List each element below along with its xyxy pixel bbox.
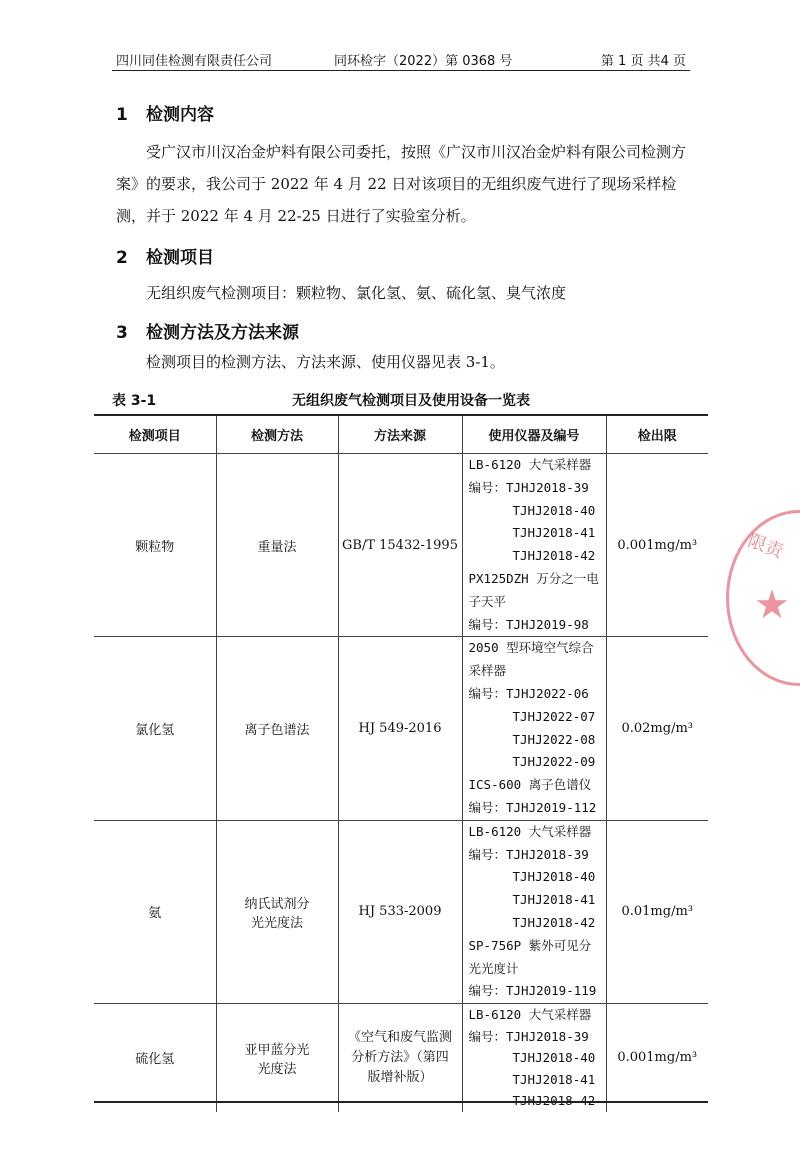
table-bottom-rule <box>94 1101 708 1103</box>
section-heading-1 <box>116 100 214 125</box>
cell-item: 硫化氢 <box>94 1004 216 1112</box>
equipment-line: 编号：TJHJ2018-39 <box>468 479 589 495</box>
equipment-line: 编号：TJHJ2019-119 <box>468 983 597 999</box>
col-header-method: 检测方法 <box>216 416 338 454</box>
table-header-row <box>94 416 708 454</box>
equipment-line: TJHJ2018-41 <box>512 525 596 541</box>
equipment-line: TJHJ2018-41 <box>512 892 596 908</box>
section-number: 2 <box>116 248 128 268</box>
seal-star-icon: ★ <box>754 582 790 628</box>
cell-source: GB/T 15432-1995 <box>338 454 462 637</box>
cell-equipment <box>462 454 606 637</box>
equipment-line: 子天平 <box>468 593 507 609</box>
cell-method: 离子色谱法 <box>216 637 338 820</box>
equipment-line: TJHJ2018-42 <box>512 1093 596 1109</box>
seal-text: 限责 <box>744 530 786 563</box>
header-page-number: 第 1 页 共4 页 <box>600 54 686 69</box>
section-heading-2 <box>116 243 214 268</box>
col-header-limit: 检出限 <box>606 416 708 454</box>
paragraph-items: 无组织废气检测项目：颗粒物、氯化氢、氨、硫化氢、臭气浓度 <box>146 284 567 302</box>
cell-limit: 0.01mg/m³ <box>606 820 708 1003</box>
col-header-equipment: 使用仪器及编号 <box>462 416 606 454</box>
table-caption <box>112 390 690 412</box>
col-header-item: 检测项目 <box>94 416 216 454</box>
section-number: 1 <box>116 105 128 125</box>
cell-limit: 0.001mg/m³ <box>606 1004 708 1112</box>
cell-equipment <box>462 1004 606 1112</box>
equipment-line: TJHJ2018-40 <box>512 869 596 885</box>
paragraph-methods: 检测项目的检测方法、方法来源、使用仪器见表 3-1。 <box>146 353 505 371</box>
table-title: 无组织废气检测项目及使用设备一览表 <box>292 393 530 409</box>
table-row <box>94 820 708 1003</box>
cell-equipment <box>462 637 606 820</box>
cell-limit: 0.02mg/m³ <box>606 637 708 820</box>
equipment-line: TJHJ2022-09 <box>512 754 596 770</box>
cell-method: 纳氏试剂分光光度法 <box>216 820 338 1003</box>
section-title: 检测项目 <box>146 248 214 268</box>
equipment-line: TJHJ2022-07 <box>512 708 596 724</box>
equipment-line: 编号：TJHJ2019-112 <box>468 799 597 815</box>
equipment-line: TJHJ2022-08 <box>512 731 596 747</box>
cell-method: 重量法 <box>216 454 338 637</box>
equipment-line: TJHJ2018-40 <box>512 502 596 518</box>
cell-item: 颗粒物 <box>94 454 216 637</box>
cell-source: HJ 549-2016 <box>338 637 462 820</box>
equipment-line: TJHJ2018-42 <box>512 548 596 564</box>
header-report-number: 同环检字（2022）第 0368 号 <box>334 54 513 69</box>
methods-table <box>94 416 708 1112</box>
equipment-line: 编号：TJHJ2022-06 <box>468 685 589 701</box>
equipment-line: TJHJ2018-41 <box>512 1071 596 1087</box>
cell-limit: 0.001mg/m³ <box>606 454 708 637</box>
col-header-source: 方法来源 <box>338 416 462 454</box>
cell-item: 氨 <box>94 820 216 1003</box>
equipment-line: LB-6120 大气采样器 <box>468 823 592 839</box>
cell-method: 亚甲蓝分光光度法 <box>216 1004 338 1112</box>
table-id: 表 3-1 <box>112 393 157 409</box>
section-title: 检测内容 <box>146 105 214 125</box>
cell-equipment <box>462 820 606 1003</box>
equipment-line: TJHJ2018-42 <box>512 914 596 930</box>
equipment-line: 编号：TJHJ2019-98 <box>468 616 589 632</box>
table-row <box>94 1004 708 1112</box>
equipment-line: ICS-600 离子色谱仪 <box>468 777 592 793</box>
cell-source: 《空气和废气监测分析方法》（第四版增补版） <box>338 1004 462 1112</box>
table-row <box>94 454 708 637</box>
equipment-line: 编号：TJHJ2018-39 <box>468 1028 589 1044</box>
page-header <box>112 48 690 71</box>
cell-item: 氯化氢 <box>94 637 216 820</box>
equipment-line: 2050 型环境空气综合 <box>468 640 594 656</box>
cell-source: HJ 533-2009 <box>338 820 462 1003</box>
equipment-line: 采样器 <box>468 663 507 679</box>
section-heading-3 <box>116 318 299 343</box>
equipment-line: TJHJ2018-40 <box>512 1050 596 1066</box>
equipment-line: LB-6120 大气采样器 <box>468 457 592 472</box>
header-company: 四川同佳检测有限责任公司 <box>116 54 273 69</box>
table-row <box>94 637 708 820</box>
equipment-line: 光光度计 <box>468 960 519 976</box>
equipment-line: 编号：TJHJ2018-39 <box>468 846 589 862</box>
equipment-line: LB-6120 大气采样器 <box>468 1007 592 1023</box>
equipment-line: SP-756P 紫外可见分 <box>468 937 592 953</box>
paragraph-content: 受广汉市川汉冶金炉料有限公司委托，按照《广汉市川汉冶金炉料有限公司检测方案》的要求，我公司于 2022 年 4 月 22 日对该项目的无组织废气进行了现场采样检测，并于 2022 年 4 月 22-25 日进行了实验室分析。 <box>116 143 687 225</box>
section-title: 检测方法及方法来源 <box>146 323 299 343</box>
equipment-line: PX125DZH 万分之一电 <box>468 570 599 586</box>
section-number: 3 <box>116 323 128 343</box>
